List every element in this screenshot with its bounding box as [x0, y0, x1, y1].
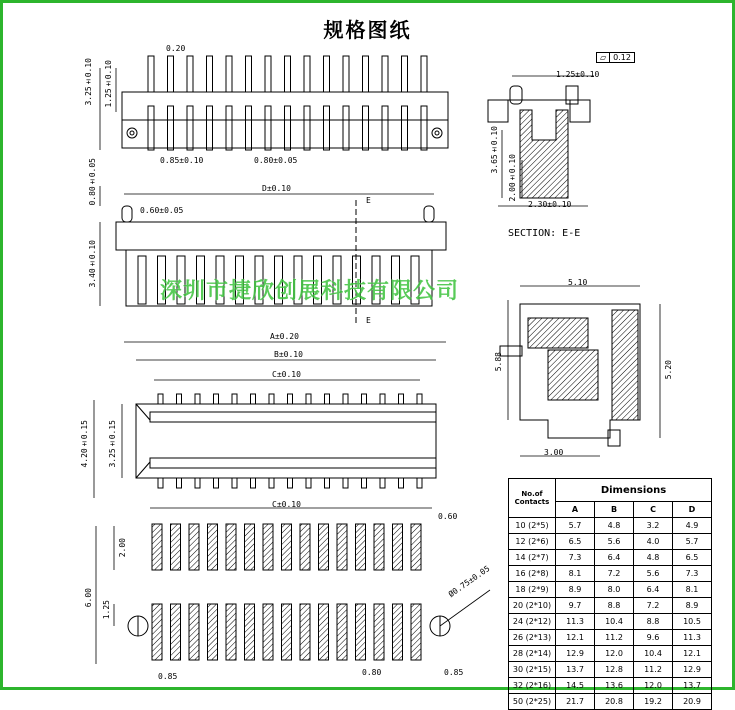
- dimension-cell: 4.8: [634, 550, 673, 566]
- dimension-cell: 19.2: [634, 694, 673, 710]
- pad: [337, 524, 347, 570]
- dim-label: 1.25: [102, 600, 111, 620]
- dimension-cell: 4.9: [673, 518, 712, 534]
- dimension-cell: 9.7: [556, 598, 595, 614]
- dimension-cell: 20.9: [673, 694, 712, 710]
- pin: [382, 56, 388, 92]
- dimension-cell: 7.2: [595, 566, 634, 582]
- pad: [189, 524, 199, 570]
- dimensions-table: [508, 478, 712, 710]
- dim-label: 2.00±0.10: [508, 154, 517, 202]
- dimension-cell: 12.0: [634, 678, 673, 694]
- dimension-cell: 12.1: [673, 646, 712, 662]
- contacts-cell: 50 (2*25): [509, 694, 556, 710]
- pad: [245, 604, 255, 660]
- watermark: 深圳市捷欣创展科技有限公司: [160, 279, 460, 304]
- flatness-symbol: ▱: [597, 53, 610, 62]
- pin: [269, 394, 274, 404]
- dim-label: 0.80±0.05: [88, 158, 97, 206]
- pad: [171, 524, 181, 570]
- pcb-pads: [152, 524, 421, 660]
- contacts-cell: 18 (2*9): [509, 582, 556, 598]
- dimension-cell: 3.2: [634, 518, 673, 534]
- pin: [399, 394, 404, 404]
- pin: [325, 394, 330, 404]
- pin: [177, 478, 182, 488]
- pin: [168, 56, 174, 92]
- pin: [251, 394, 256, 404]
- dim-label: 0.20: [166, 44, 186, 53]
- table-row: [509, 630, 712, 646]
- dimension-cell: 11.3: [673, 630, 712, 646]
- table-row: [509, 550, 712, 566]
- col-header-a: A: [556, 502, 595, 518]
- table-row: [509, 534, 712, 550]
- col-header-b: B: [595, 502, 634, 518]
- dim-label: 0.60±0.05: [140, 206, 184, 215]
- dimension-cell: 21.7: [556, 694, 595, 710]
- dimension-cell: 8.8: [634, 614, 673, 630]
- pad: [300, 524, 310, 570]
- pad: [245, 524, 255, 570]
- pad: [374, 604, 384, 660]
- dim-label: 3.25±0.15: [108, 420, 117, 468]
- dim-label: 5.20: [664, 360, 673, 380]
- pin: [380, 478, 385, 488]
- dim-label: A±0.20: [270, 332, 299, 341]
- dimension-cell: 4.8: [595, 518, 634, 534]
- pad: [319, 524, 329, 570]
- dim-label: D±0.10: [262, 184, 291, 193]
- dimension-cell: 8.0: [595, 582, 634, 598]
- pin: [343, 394, 348, 404]
- dimension-cell: 8.8: [595, 598, 634, 614]
- pin: [362, 478, 367, 488]
- pad: [356, 524, 366, 570]
- dimension-cell: 10.4: [634, 646, 673, 662]
- pin: [195, 394, 200, 404]
- contacts-cell: 30 (2*15): [509, 662, 556, 678]
- dimension-cell: 11.2: [634, 662, 673, 678]
- drawing-title: 规格图纸: [323, 18, 412, 42]
- contacts-cell: 16 (2*8): [509, 566, 556, 582]
- pad: [226, 604, 236, 660]
- dim-label: 6.00: [84, 588, 93, 608]
- dimension-cell: 10.5: [673, 614, 712, 630]
- dimension-cell: 4.0: [634, 534, 673, 550]
- dimension-cell: 6.4: [595, 550, 634, 566]
- table-row: [509, 566, 712, 582]
- pin: [214, 394, 219, 404]
- contacts-cell: 28 (2*14): [509, 646, 556, 662]
- flatness-value: 0.12: [613, 53, 631, 62]
- contacts-cell: 12 (2*6): [509, 534, 556, 550]
- dimension-cell: 14.5: [556, 678, 595, 694]
- table-row: [509, 694, 712, 710]
- pin: [417, 478, 422, 488]
- dimension-cell: 8.1: [673, 582, 712, 598]
- contacts-cell: 24 (2*12): [509, 614, 556, 630]
- table-row: [509, 518, 712, 534]
- contacts-header: No.of Contacts: [509, 479, 556, 518]
- dimension-cell: 8.9: [556, 582, 595, 598]
- dimension-cell: 12.9: [556, 646, 595, 662]
- dimension-cell: 11.3: [556, 614, 595, 630]
- pin: [187, 56, 193, 92]
- dimension-cell: 12.1: [556, 630, 595, 646]
- dimension-cell: 5.7: [673, 534, 712, 550]
- dim-label: C±0.10: [272, 370, 301, 379]
- pin: [232, 394, 237, 404]
- pad: [282, 604, 292, 660]
- pin: [158, 394, 163, 404]
- contacts-cell: 14 (2*7): [509, 550, 556, 566]
- col-header-d: D: [673, 502, 712, 518]
- pin: [214, 478, 219, 488]
- dimension-cell: 5.6: [634, 566, 673, 582]
- pad: [337, 604, 347, 660]
- dimension-cell: 8.1: [556, 566, 595, 582]
- dim-label: 3.00: [544, 448, 564, 457]
- col-header-c: C: [634, 502, 673, 518]
- pin: [417, 394, 422, 404]
- pad: [208, 524, 218, 570]
- contacts-cell: 10 (2*5): [509, 518, 556, 534]
- table-row: [509, 614, 712, 630]
- dimension-cell: 9.6: [634, 630, 673, 646]
- table-row: [509, 678, 712, 694]
- table-row: [509, 598, 712, 614]
- table-row: [509, 646, 712, 662]
- pin: [195, 478, 200, 488]
- mating-view: [500, 304, 640, 446]
- section-view: [488, 86, 590, 198]
- flatness-box: [596, 52, 635, 63]
- dim-label: E: [366, 196, 371, 205]
- dimension-cell: 13.7: [556, 662, 595, 678]
- pad: [356, 604, 366, 660]
- pin: [306, 478, 311, 488]
- section-label: SECTION: E-E: [508, 228, 581, 239]
- dimension-cell: 10.4: [595, 614, 634, 630]
- dimension-cell: 13.7: [673, 678, 712, 694]
- dimension-cell: 5.6: [595, 534, 634, 550]
- pin: [285, 56, 291, 92]
- pad: [411, 524, 421, 570]
- pad: [300, 604, 310, 660]
- dimension-cell: 6.5: [673, 550, 712, 566]
- pin: [177, 394, 182, 404]
- dim-label: 0.80±0.05: [254, 156, 298, 165]
- dim-label: 3.40±0.10: [88, 240, 97, 288]
- pin: [148, 56, 154, 92]
- dim-label: 4.20±0.15: [80, 420, 89, 468]
- pin: [288, 394, 293, 404]
- dimension-cell: 12.9: [673, 662, 712, 678]
- dim-label: 0.60: [438, 512, 458, 521]
- dim-label: C±0.10: [272, 500, 301, 509]
- dim-label: 1.25±0.10: [556, 70, 600, 79]
- dim-label: 0.85±0.10: [160, 156, 204, 165]
- pin: [402, 56, 408, 92]
- pad: [282, 524, 292, 570]
- pin: [232, 478, 237, 488]
- dim-label: 2.30±0.10: [528, 200, 572, 209]
- table-row: [509, 582, 712, 598]
- dim-label: 5.88: [494, 352, 503, 372]
- pin: [421, 56, 427, 92]
- pin: [288, 478, 293, 488]
- contacts-cell: 20 (2*10): [509, 598, 556, 614]
- dim-label: E: [366, 316, 371, 325]
- contacts-cell: 32 (2*16): [509, 678, 556, 694]
- pin: [158, 478, 163, 488]
- dim-label: B±0.10: [274, 350, 303, 359]
- pin: [226, 56, 232, 92]
- pin: [251, 478, 256, 488]
- pin: [343, 478, 348, 488]
- pin: [306, 394, 311, 404]
- dim-label: 0.80: [362, 668, 382, 677]
- pin: [265, 56, 271, 92]
- pad: [393, 524, 403, 570]
- pad: [263, 604, 273, 660]
- dimension-cell: 5.7: [556, 518, 595, 534]
- pad: [263, 524, 273, 570]
- pad: [374, 524, 384, 570]
- pin: [269, 478, 274, 488]
- dim-label: 1.25±0.10: [104, 60, 113, 108]
- pad: [171, 604, 181, 660]
- dim-label: 2.00: [118, 538, 127, 558]
- contacts-cell: 26 (2*13): [509, 630, 556, 646]
- dimension-cell: 7.3: [673, 566, 712, 582]
- dim-label: Ø0.75±0.05: [446, 563, 492, 599]
- pin: [325, 478, 330, 488]
- dimension-cell: 6.4: [634, 582, 673, 598]
- pin: [343, 56, 349, 92]
- dimension-cell: 11.2: [595, 630, 634, 646]
- pad: [226, 524, 236, 570]
- pin: [362, 394, 367, 404]
- dimensions-header: Dimensions: [556, 479, 712, 502]
- dim-label: 5.10: [568, 278, 588, 287]
- table-row: [509, 662, 712, 678]
- pin: [246, 56, 252, 92]
- dimension-cell: 7.2: [634, 598, 673, 614]
- pad: [319, 604, 329, 660]
- pin: [399, 478, 404, 488]
- dim-label: 3.65±0.10: [490, 126, 499, 174]
- dimension-cell: 6.5: [556, 534, 595, 550]
- bottom-view: [136, 404, 436, 478]
- dimension-cell: 20.8: [595, 694, 634, 710]
- pad: [189, 604, 199, 660]
- dimension-cell: 12.8: [595, 662, 634, 678]
- pin: [207, 56, 213, 92]
- pin: [324, 56, 330, 92]
- pin: [363, 56, 369, 92]
- pad: [393, 604, 403, 660]
- pad: [152, 604, 162, 660]
- dim-label: 3.25±0.10: [84, 58, 93, 106]
- dimension-cell: 12.0: [595, 646, 634, 662]
- dimension-cell: 8.9: [673, 598, 712, 614]
- pin: [380, 394, 385, 404]
- dimension-cell: 13.6: [595, 678, 634, 694]
- pad: [411, 604, 421, 660]
- dim-label: 0.85: [158, 672, 178, 681]
- dim-label: 0.85: [444, 668, 464, 677]
- pad: [152, 524, 162, 570]
- pin: [304, 56, 310, 92]
- dimension-cell: 7.3: [556, 550, 595, 566]
- pad: [208, 604, 218, 660]
